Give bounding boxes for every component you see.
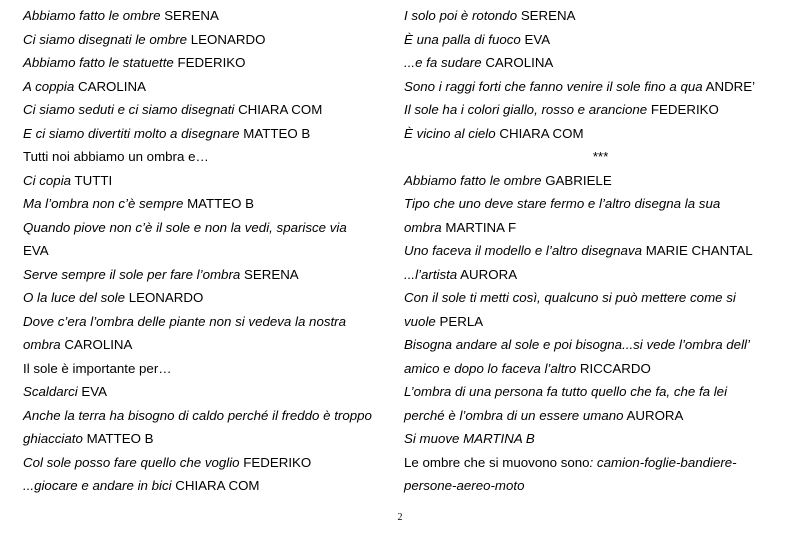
quote-text: ombra [404, 219, 442, 235]
quote-text: *** [592, 149, 608, 164]
quote-text: Tipo che uno deve stare fermo e l’altro disegna la sua [404, 196, 721, 211]
quote-text: Abbiamo fatto le statuette [23, 55, 174, 70]
text-line [404, 75, 796, 99]
quote-text: Dove c’era l’ombra delle piante non si vedeva la nostra [23, 313, 347, 329]
text-line [23, 286, 393, 310]
text-line [23, 380, 393, 404]
quote-text: O la luce del sole [23, 290, 125, 305]
quote-text: L’ombra di una persona fa tutto quello che fa, che fa lei [404, 384, 728, 399]
quote-text: ombra [23, 337, 61, 352]
speaker-name: RICCARDO [579, 360, 651, 376]
speaker-name: Il sole è importante per… [23, 360, 172, 376]
text-line [23, 51, 393, 75]
speaker-name: CAROLINA [485, 55, 554, 70]
text-line [404, 451, 796, 475]
text-line [404, 28, 796, 52]
quote-text: È una palla di fuoco [404, 31, 521, 47]
quote-text: Sono i raggi forti che fanno venire il sole fino a qua [404, 78, 703, 94]
speaker-name: Le ombre che si muovono sono [404, 454, 590, 470]
quote-text: vuole [404, 313, 436, 329]
quote-text: È vicino al cielo [404, 125, 496, 141]
speaker-name: FEDERIKO [650, 102, 719, 117]
text-line [404, 239, 796, 263]
quote-text: Ci copia [23, 172, 72, 188]
text-line [23, 404, 393, 428]
speaker-name: CAROLINA [64, 337, 133, 352]
right-column [404, 4, 796, 498]
text-line [404, 51, 796, 75]
text-line [404, 122, 796, 146]
speaker-name: EVA [81, 384, 108, 399]
quote-text: Il sole ha i colori giallo, rosso e arancione [404, 102, 648, 117]
speaker-name: EVA [23, 243, 49, 258]
quote-text: amico e dopo lo faceva l’altro [404, 360, 577, 376]
quote-text: Col sole posso fare quello che voglio [23, 454, 240, 470]
speaker-name: LEONARDO [128, 290, 204, 305]
page-number: 2 [397, 512, 403, 523]
text-line [404, 333, 796, 357]
text-line [23, 216, 393, 240]
text-line [404, 357, 796, 381]
text-line [404, 216, 796, 240]
text-line [23, 333, 393, 357]
text-line [404, 286, 796, 310]
quote-text: ghiacciato [23, 431, 83, 446]
speaker-name: AURORA [626, 407, 684, 423]
quote-text: Abbiamo fatto le ombre [23, 8, 161, 23]
text-line [23, 357, 393, 381]
quote-text: Anche la terra ha bisogno di caldo perché il freddo è troppo [23, 407, 372, 423]
quote-text: E ci siamo divertiti molto a disegnare [23, 125, 240, 141]
speaker-name: ANDRE’ [705, 78, 756, 94]
quote-text: ...e fa sudare [404, 55, 482, 70]
text-line [23, 98, 393, 122]
speaker-name: CHIARA COM [175, 478, 260, 493]
speaker-name: FEDERIKO [243, 454, 312, 470]
text-line [404, 427, 796, 451]
text-line [23, 4, 393, 28]
speaker-name: CHIARA COM [238, 102, 323, 117]
text-line [404, 192, 796, 216]
speaker-name: SERENA [164, 8, 219, 23]
text-line [23, 75, 393, 99]
text-line [23, 263, 393, 287]
text-line [404, 310, 796, 334]
speaker-name: CHIARA COM [499, 125, 584, 141]
quote-text: Quando piove non c’è il sole e non la vedi, sparisce via [23, 219, 347, 235]
quote-text: Ci siamo seduti e ci siamo disegnati [23, 102, 235, 117]
quote-text: I solo poi è rotondo [404, 8, 518, 23]
text-line [404, 380, 796, 404]
speaker-name: CAROLINA [77, 78, 146, 94]
text-line [23, 310, 393, 334]
text-line [404, 145, 796, 169]
speaker-name: SERENA [520, 8, 576, 23]
left-column [23, 4, 393, 498]
quote-text: Scaldarci [23, 384, 78, 399]
text-line [23, 28, 393, 52]
quote-text: Bisogna andare al sole e poi bisogna...si vede l’ombra dell’ [404, 337, 750, 352]
text-line [404, 474, 796, 498]
quote-text: Si muove MARTINA B [404, 431, 535, 446]
speaker-name: MATTEO B [187, 196, 255, 211]
text-line [23, 239, 393, 263]
speaker-name: PERLA [439, 313, 484, 329]
text-line [23, 451, 393, 475]
speaker-name: MARTINA F [445, 219, 517, 235]
quote-text: A coppia [23, 78, 75, 94]
quote-text: persone-aereo-moto [404, 478, 525, 493]
quote-text: Serve sempre il sole per fare l’ombra [23, 266, 241, 282]
text-line [23, 474, 393, 498]
quote-text: ...giocare e andare in bici [23, 478, 172, 493]
text-line [23, 192, 393, 216]
quote-text: perché è l’ombra di un essere umano [404, 407, 624, 423]
speaker-name: LEONARDO [190, 31, 266, 47]
text-line [23, 169, 393, 193]
quote-text: Ci siamo disegnati le ombre [23, 31, 188, 47]
speaker-name: SERENA [243, 266, 299, 282]
quote-text: Ma l’ombra non c’è sempre [23, 196, 184, 211]
quote-text: : camion-foglie-bandiere- [589, 454, 737, 470]
quote-text: Con il sole ti metti così, qualcuno si può mettere come si [404, 290, 736, 305]
speaker-name: EVA [524, 31, 551, 47]
speaker-name: MATTEO B [243, 125, 311, 141]
speaker-name: GABRIELE [545, 172, 612, 188]
quote-text: Uno faceva il modello e l’altro disegnava [404, 243, 643, 258]
text-line [404, 263, 796, 287]
text-line [404, 4, 796, 28]
text-line [404, 98, 796, 122]
text-line [23, 145, 393, 169]
speaker-name: MATTEO B [86, 431, 154, 446]
text-line [23, 122, 393, 146]
text-line [23, 427, 393, 451]
speaker-name: MARIE CHANTAL [645, 243, 753, 258]
quote-text: Abbiamo fatto le ombre [404, 172, 542, 188]
speaker-name: AURORA [460, 266, 518, 282]
speaker-name: TUTTI [74, 172, 113, 188]
speaker-name: Tutti noi abbiamo un ombra e… [23, 149, 209, 164]
text-line [404, 404, 796, 428]
speaker-name: FEDERIKO [177, 55, 246, 70]
text-line [404, 169, 796, 193]
quote-text: ...l’artista [404, 266, 458, 282]
